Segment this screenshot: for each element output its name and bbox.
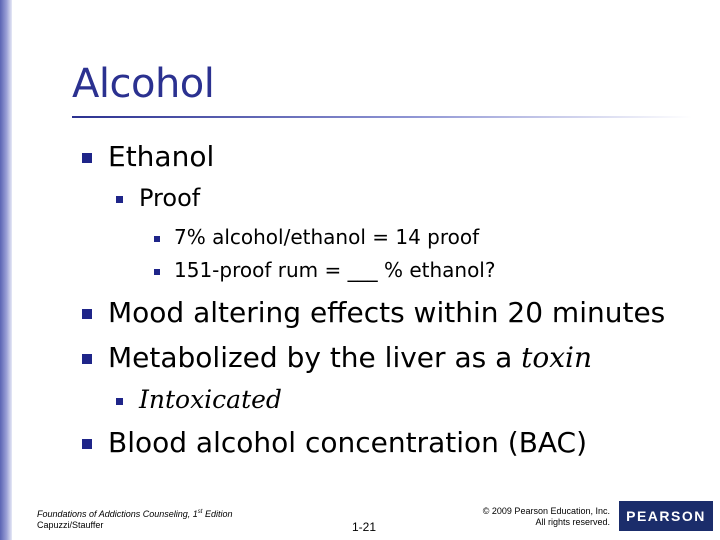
square-bullet-icon — [154, 269, 160, 275]
bullet-text: Intoxicated — [139, 385, 282, 414]
title-area — [72, 61, 692, 107]
copyright — [440, 506, 610, 529]
book-title-sup: st — [197, 509, 203, 515]
book-title — [37, 509, 232, 520]
bullet-text: Mood altering effects within 20 minutes — [108, 296, 666, 329]
square-bullet-icon — [116, 398, 123, 405]
square-bullet-icon — [82, 309, 92, 319]
square-bullet-icon — [82, 354, 92, 364]
bullet-metabolized — [82, 341, 592, 374]
bullet-proof-sub1 — [154, 225, 479, 249]
bullet-proof-sub2 — [154, 258, 495, 282]
toxin-word: toxin — [521, 341, 593, 374]
bullet-mood — [82, 296, 665, 329]
book-title-text: Foundations of Addictions Counseling, 1 — [37, 509, 198, 519]
slide-title: Alcohol — [72, 61, 215, 107]
bullet-bac — [82, 426, 587, 459]
book-title-suffix: Edition — [202, 509, 233, 519]
bullet-text: 7% alcohol/ethanol = 14 proof — [174, 225, 480, 249]
bullet-text: Proof — [139, 184, 201, 212]
square-bullet-icon — [82, 439, 92, 449]
bullet-proof — [116, 184, 200, 212]
square-bullet-icon — [82, 153, 92, 163]
bullet-text: Ethanol — [108, 140, 215, 173]
copyright-line1: © 2009 Pearson Education, Inc. — [482, 506, 610, 516]
page-number: 1-21 — [352, 520, 377, 534]
pearson-logo-text: PEARSON — [626, 508, 706, 524]
square-bullet-icon — [154, 236, 160, 242]
footer-citation — [37, 509, 232, 531]
bullet-text: Blood alcohol concentration (BAC) — [108, 426, 588, 459]
bullet-text: 151-proof rum = ___ % ethanol? — [174, 258, 496, 282]
left-accent-bar — [0, 0, 12, 540]
bullet-intoxicated — [116, 385, 282, 414]
square-bullet-icon — [116, 196, 123, 203]
title-underline — [72, 116, 692, 118]
copyright-line2: All rights reserved. — [535, 517, 610, 528]
pearson-logo — [619, 501, 713, 531]
authors: Capuzzi/Stauffer — [37, 519, 104, 530]
bullet-ethanol — [82, 140, 214, 173]
bullet-text: Metabolized by the liver as a — [108, 341, 522, 374]
